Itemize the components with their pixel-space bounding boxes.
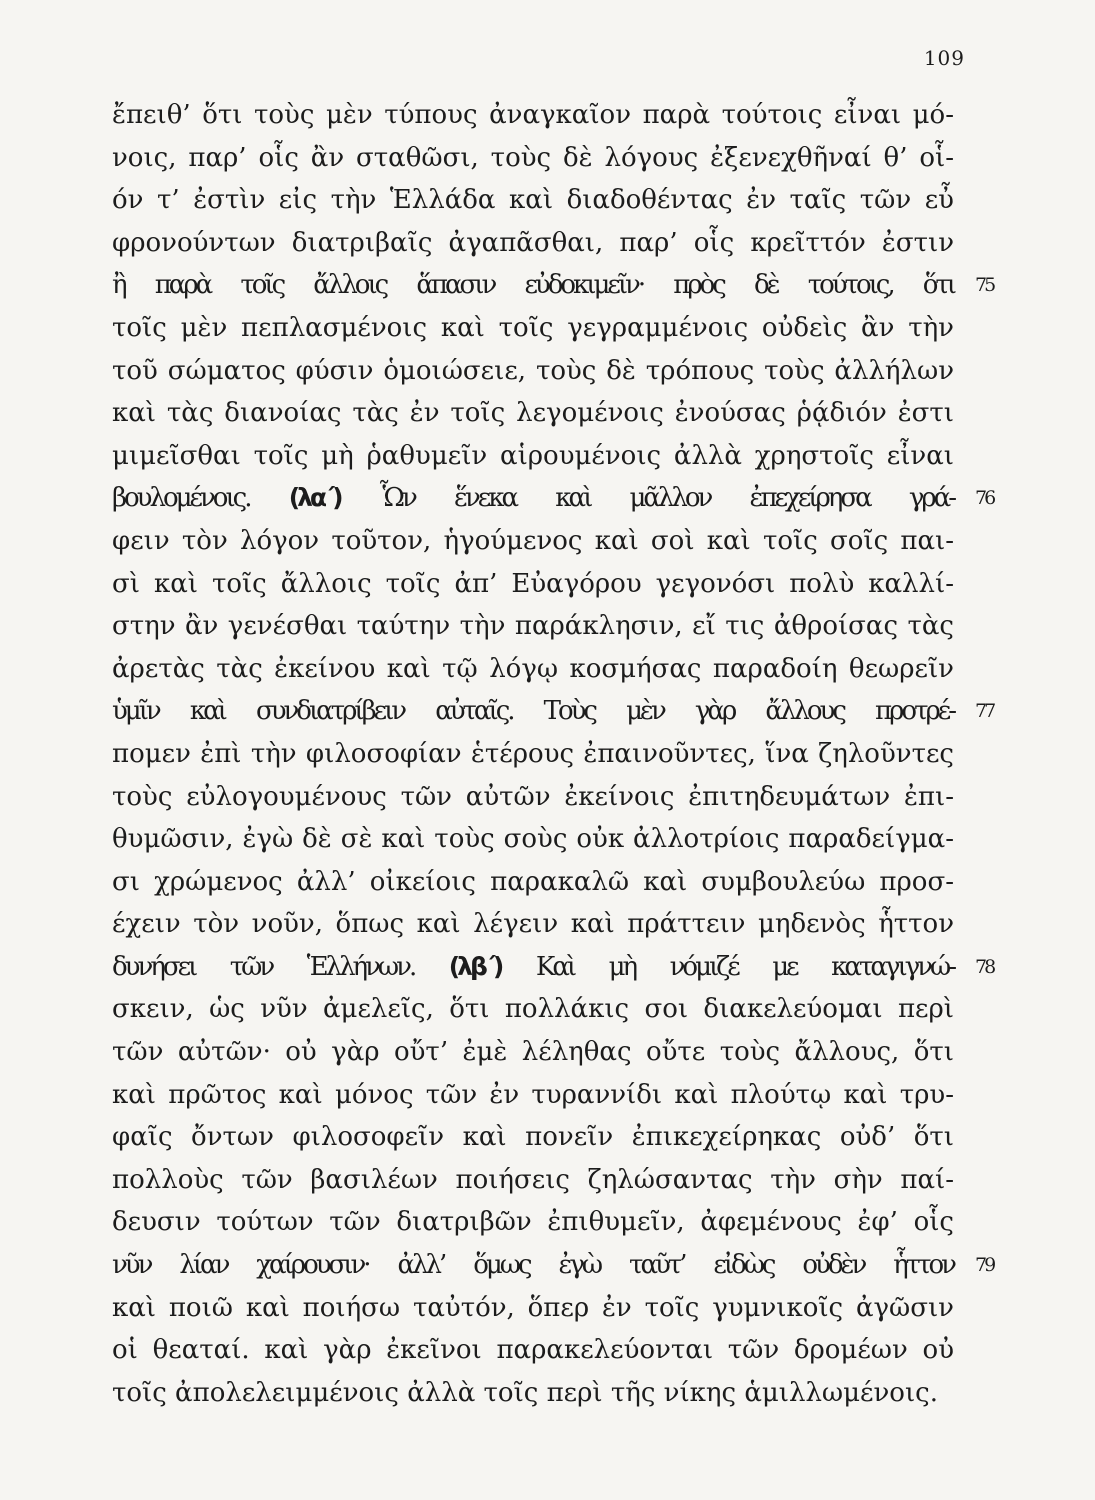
text-line [112, 435, 954, 478]
text-line [112, 307, 954, 350]
text-line [112, 94, 954, 137]
page-number: 109 [923, 46, 965, 70]
line-text: φρονούντων διατριβαῖς ἀγαπᾶσθαι, παρ’ οἷς κρεῖττόν ἐστιν [112, 227, 954, 258]
line-text: καὶ τὰς διανοίας τὰς ἐν τοῖς λεγομένοις ἐνούσας ῥᾴδιόν ἐστι [112, 398, 954, 429]
text-line [112, 988, 954, 1031]
line-text: δυνήσει τῶν Ἑλλήνων. [112, 951, 415, 982]
section-marker: (λα΄) [288, 483, 341, 513]
text-line [112, 1372, 954, 1415]
text-line [112, 733, 954, 776]
margin-line-number: 75 [975, 274, 994, 297]
margin-line-number: 77 [975, 700, 994, 723]
text-line [112, 1116, 954, 1159]
margin-line-number: 79 [975, 1254, 994, 1277]
line-text: ὑμῖν καὶ συνδιατρίβειν αὐταῖς. Τοὺς μὲν γὰρ ἄλλους προτρέ- [112, 696, 954, 727]
text-line [112, 690, 994, 733]
text-line [112, 1074, 954, 1117]
line-text-continued: Καὶ μὴ νόμιζέ με καταγιγνώ- [535, 951, 954, 982]
text-line [112, 1329, 954, 1372]
text-line [112, 903, 954, 946]
line-text: δευσιν τούτων τῶν διατριβῶν ἐπιθυμεῖν, ἀφεμένους ἐφ’ οἷς [112, 1207, 954, 1238]
text-line [112, 264, 994, 307]
text-line [112, 861, 954, 904]
line-text: τοῖς μὲν πεπλασμένοις καὶ τοῖς γεγραμμένοις οὐδεὶς ἂν τὴν [112, 312, 954, 343]
line-text: ἔπειθ’ ὅτι τοὺς μὲν τύπους ἀναγκαῖον παρὰ τούτοις εἶναι μό- [112, 100, 954, 130]
text-line [112, 563, 954, 606]
line-text: ἀρετὰς τὰς ἐκείνου καὶ τῷ λόγῳ κοσμήσας παραδοίη θεωρεῖν [112, 653, 954, 684]
text-line [112, 1244, 994, 1287]
text-line [112, 1159, 954, 1202]
text-line [112, 776, 954, 819]
text-line [112, 1201, 954, 1244]
line-text: σκειν, ὡς νῦν ἀμελεῖς, ὅτι πολλάκις σοι διακελεύομαι περὶ [112, 994, 954, 1025]
line-text: έχειν τὸν νοῦν, ὅπως καὶ λέγειν καὶ πράττειν μηδενὸς ἧττον [112, 909, 954, 940]
line-text: νῦν λίαν χαίρουσιν· ἀλλ’ ὅμως ἐγὼ ταῦτ’ εἰδὼς οὐδὲν ἧττον [112, 1250, 954, 1281]
line-text-continued: Ὧν ἕνεκα καὶ μᾶλλον ἐπεχείρησα γρά- [379, 483, 955, 514]
margin-line-number: 76 [975, 487, 994, 510]
line-text: οἱ θεαταί. καὶ γὰρ ἐκεῖνοι παρακελεύονται τῶν δρομέων οὐ [112, 1335, 954, 1366]
line-text: νοις, παρ’ οἷς ἂν σταθῶσι, τοὺς δὲ λόγους ἐξενεχθῆναί θ’ οἷ- [112, 142, 954, 173]
text-line [112, 477, 994, 520]
text-line [112, 605, 954, 648]
line-text: στην ἂν γενέσθαι ταύτην τὴν παράκλησιν, εἴ τις ἀθροίσας τὰς [112, 611, 954, 642]
line-text: ἢ παρὰ τοῖς ἄλλοις ἅπασιν εὐδοκιμεῖν· πρὸς δὲ τούτοις, ὅτι [112, 270, 954, 301]
line-text: τοὺς εὐλογουμένους τῶν αὐτῶν ἐκείνοις ἐπιτηδευμάτων ἐπι- [112, 781, 954, 812]
text-line [112, 818, 954, 861]
line-text: θυμῶσιν, ἐγὼ δὲ σὲ καὶ τοὺς σοὺς οὐκ ἀλλοτρίοις παραδείγμα- [112, 824, 954, 855]
line-text: σὶ καὶ τοῖς ἄλλοις τοῖς ἀπ’ Εὐαγόρου γεγονόσι πολὺ καλλί- [112, 568, 954, 599]
line-text: όν τ’ ἐστὶν εἰς τὴν Ἑλλάδα καὶ διαδοθέντας ἐν ταῖς τῶν εὖ [112, 185, 954, 216]
text-line [112, 392, 954, 435]
line-text: μιμεῖσθαι τοῖς μὴ ῥαθυμεῖν αἱρουμένοις ἀλλὰ χρηστοῖς εἶναι [112, 440, 954, 471]
line-text: σι χρώμενος ἀλλ’ οἰκείοις παρακαλῶ καὶ συμβουλεύω προσ- [112, 866, 954, 897]
line-text: τῶν αὐτῶν· οὐ γὰρ οὔτ’ ἐμὲ λέληθας οὔτε τοὺς ἄλλους, ὅτι [112, 1037, 954, 1068]
line-text: βουλομένοις. [112, 483, 250, 514]
text-line [112, 222, 954, 265]
line-text: τοῦ σώματος φύσιν ὁμοιώσειε, τοὺς δὲ τρόπους τοὺς ἀλλήλων [112, 355, 954, 386]
line-text: καὶ ποιῶ καὶ ποιήσω ταὐτόν, ὅπερ ἐν τοῖς γυμνικοῖς ἀγῶσιν [112, 1292, 954, 1323]
body-text [112, 94, 994, 1414]
line-text: πομεν ἐπὶ τὴν φιλοσοφίαν ἑτέρους ἐπαινοῦντες, ἵνα ζηλοῦντες [112, 738, 954, 769]
text-line [112, 520, 954, 563]
section-marker: (λβ΄) [448, 951, 502, 981]
text-line [112, 179, 954, 222]
text-line [112, 648, 954, 691]
line-text: πολλοὺς τῶν βασιλέων ποιήσεις ζηλώσαντας τὴν σὴν παί- [112, 1164, 954, 1195]
line-text: φαῖς ὄντων φιλοσοφεῖν καὶ πονεῖν ἐπικεχείρηκας οὐδ’ ὅτι [112, 1122, 954, 1153]
line-text: τοῖς ἀπολελειμμένοις ἀλλὰ τοῖς περὶ τῆς νίκης ἁμιλλωμένοις. [112, 1377, 938, 1408]
text-line [112, 137, 954, 180]
text-line [112, 946, 994, 989]
line-text: καὶ πρῶτος καὶ μόνος τῶν ἐν τυραννίδι καὶ πλούτῳ καὶ τρυ- [112, 1079, 954, 1110]
line-text: φειν τὸν λόγον τοῦτον, ἡγούμενος καὶ σοὶ καὶ τοῖς σοῖς παι- [112, 525, 954, 556]
text-line [112, 350, 954, 393]
text-line [112, 1031, 954, 1074]
margin-line-number: 78 [975, 955, 994, 978]
text-line [112, 1287, 954, 1330]
